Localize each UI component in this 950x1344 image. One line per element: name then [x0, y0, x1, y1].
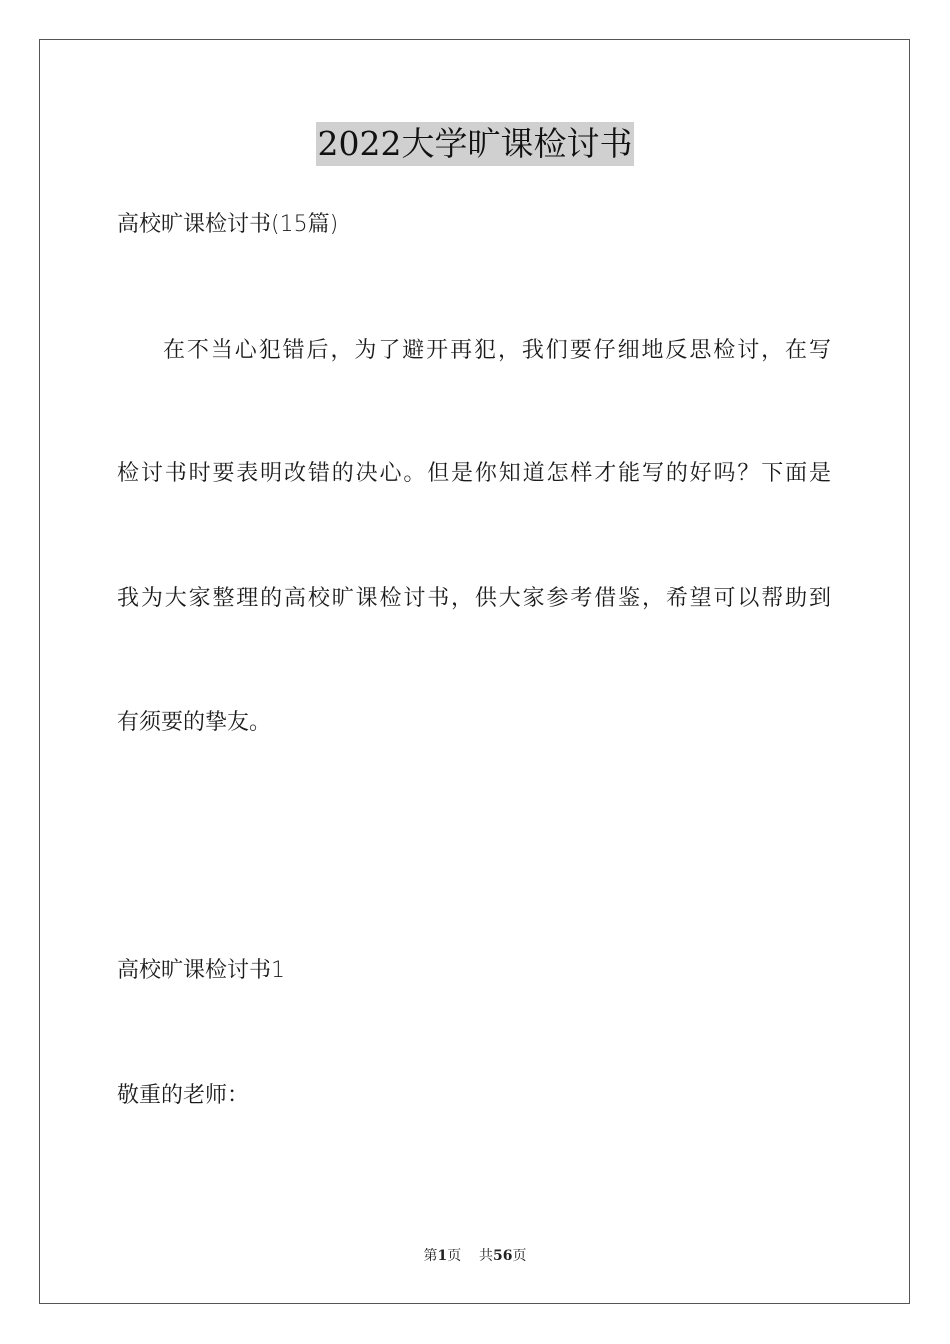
footer-total-prefix: 共 [479, 1248, 494, 1264]
footer-total-pages: 56 [493, 1248, 513, 1264]
intro-line-4: 有须要的挚友。 [117, 710, 272, 735]
document-subtitle: 高校旷课检讨书(15篇) [117, 212, 339, 237]
intro-line-3: 我为大家整理的高校旷课检讨书，供大家参考借鉴，希望可以帮助到 [117, 586, 831, 611]
intro-line-2: 检讨书时要表明改错的决心。但是你知道怎样才能写的好吗？下面是 [117, 461, 831, 486]
footer-page-prefix: 第 [423, 1248, 438, 1264]
footer-page-suffix: 页 [447, 1248, 462, 1264]
footer-page-number: 1 [437, 1248, 448, 1264]
document-title: 2022大学旷课检讨书 [316, 122, 635, 166]
title-container [0, 122, 950, 166]
salutation: 敬重的老师： [117, 1083, 250, 1108]
intro-line-1: 在不当心犯错后，为了避开再犯，我们要仔细地反思检讨，在写 [163, 338, 831, 363]
section-heading: 高校旷课检讨书1 [117, 958, 285, 983]
footer-total-suffix: 页 [512, 1248, 527, 1264]
page-footer [0, 1246, 950, 1266]
